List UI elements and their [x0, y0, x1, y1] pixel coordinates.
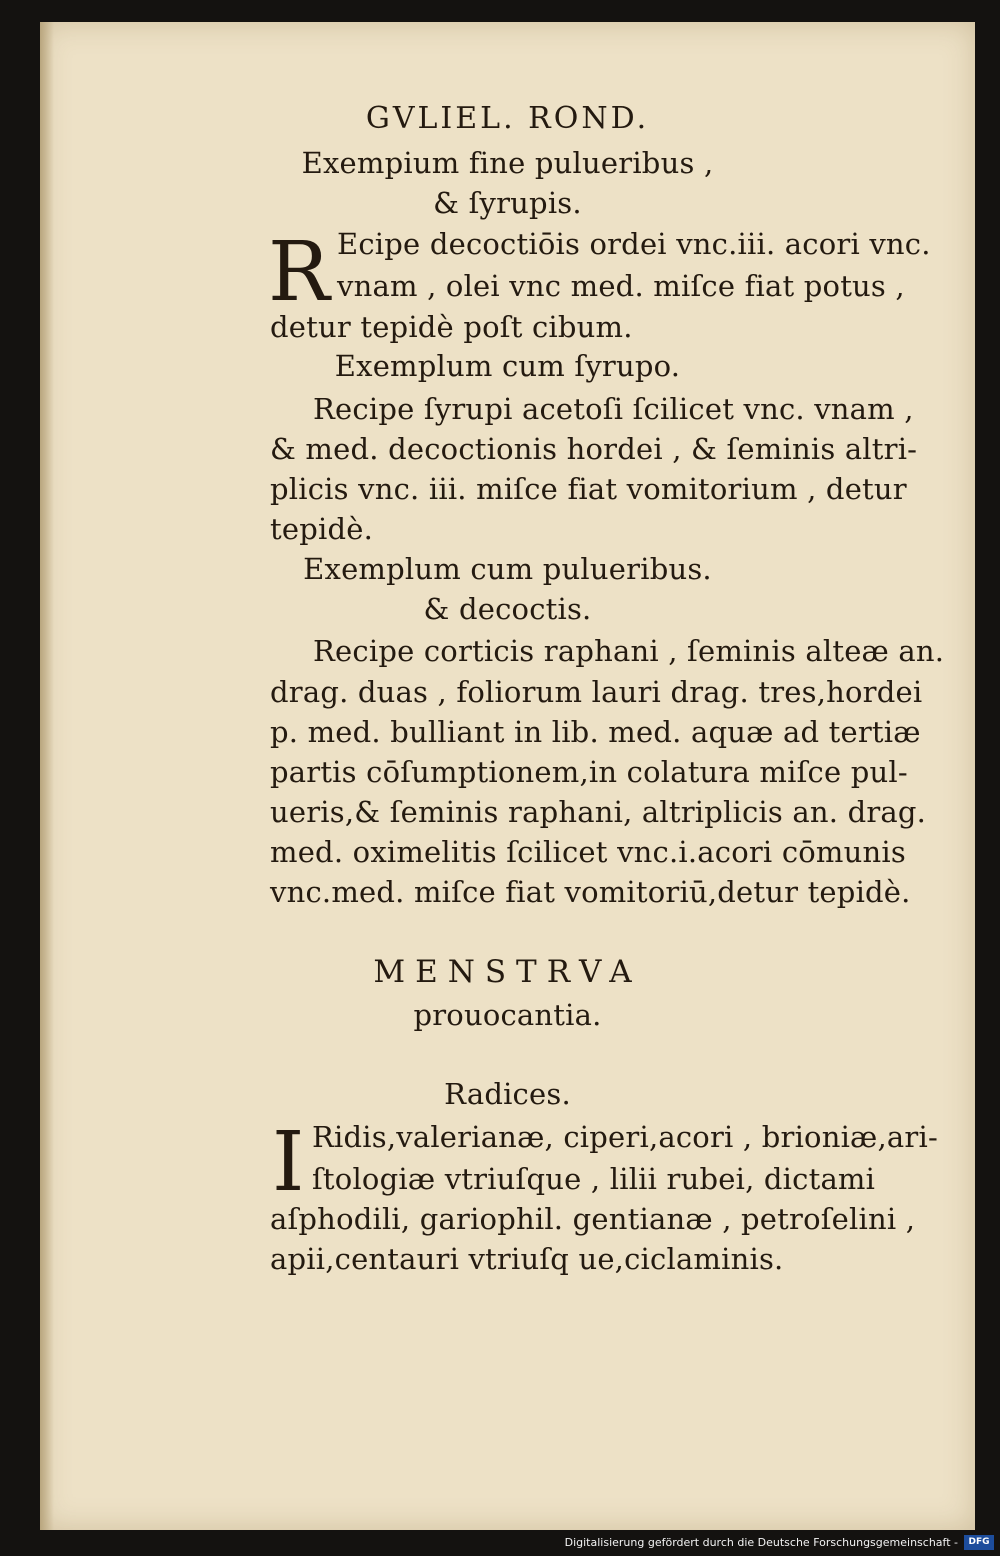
footer-credit: Digitalisierung gefördert durch die Deutsche Forschungsgemeinschaft -: [564, 1536, 958, 1549]
section3-line6: med. oximelitis ſcilicet vnc.i.acori cōmunis: [270, 835, 906, 869]
digitization-footer: [0, 1530, 1000, 1556]
section2-line3: plicis vnc. iii. miſce fiat vomitorium , detur: [270, 472, 907, 506]
running-head: GVLIEL. ROND.: [365, 101, 650, 136]
section5-dropcap: I: [272, 1115, 305, 1210]
section3-line5: ueris,& ſeminis raphani, altriplicis an. drag.: [270, 795, 927, 829]
section4-heading: MENSTRVA: [373, 954, 642, 990]
section1-line3: detur tepidè poſt cibum.: [270, 310, 633, 344]
section3-heading-line1: Exemplum cum pulueribus.: [303, 552, 712, 586]
section1-dropcap: R: [268, 225, 330, 320]
section1-line1: Ecipe decoctiōis ordei vnc.iii. acori vnc.: [337, 227, 931, 261]
section2-line4: tepidè.: [270, 512, 373, 546]
section3-line7: vnc.med. miſce fiat vomitoriū,detur tepidè.: [270, 875, 911, 909]
section5-line2: ſtologiæ vtriuſque , lilii rubei, dictami: [312, 1162, 876, 1196]
section5-line3: aſphodili, gariophil. gentianæ , petroſelini ,: [270, 1202, 916, 1236]
section3-line2: drag. duas , foliorum lauri drag. tres,hordei: [270, 675, 923, 709]
section1-heading-line2: & ſyrupis.: [433, 186, 582, 220]
section3-line1: Recipe corticis raphani , ſeminis alteæ an.: [313, 634, 945, 668]
section5-line4: apii,centauri vtriuſq ue,ciclaminis.: [270, 1242, 784, 1276]
dfg-logo-icon: DFG: [964, 1535, 994, 1550]
section3-line3: p. med. bulliant in lib. med. aquæ ad tertiæ: [270, 715, 921, 749]
section3-heading-line2: & decoctis.: [423, 592, 592, 626]
section2-line1: Recipe ſyrupi acetoſi ſcilicet vnc. vnam ,: [313, 392, 914, 426]
section5-heading: Radices.: [444, 1077, 571, 1111]
section2-heading: Exemplum cum ſyrupo.: [334, 349, 681, 383]
section1-heading-line1: Exempium fine pulueribus ,: [301, 146, 714, 180]
page-text: [40, 22, 975, 1530]
section3-line4: partis cōſumptionem,in colatura miſce pul-: [270, 755, 908, 789]
section2-line2: & med. decoctionis hordei , & ſeminis altri-: [270, 432, 918, 466]
book-page: [40, 22, 975, 1530]
section1-line2: vnam , olei vnc med. miſce fiat potus ,: [337, 269, 905, 303]
section4-subheading: prouocantia.: [413, 998, 602, 1032]
section5-line1: Ridis,valerianæ, ciperi,acori , brioniæ,ari-: [312, 1120, 938, 1154]
